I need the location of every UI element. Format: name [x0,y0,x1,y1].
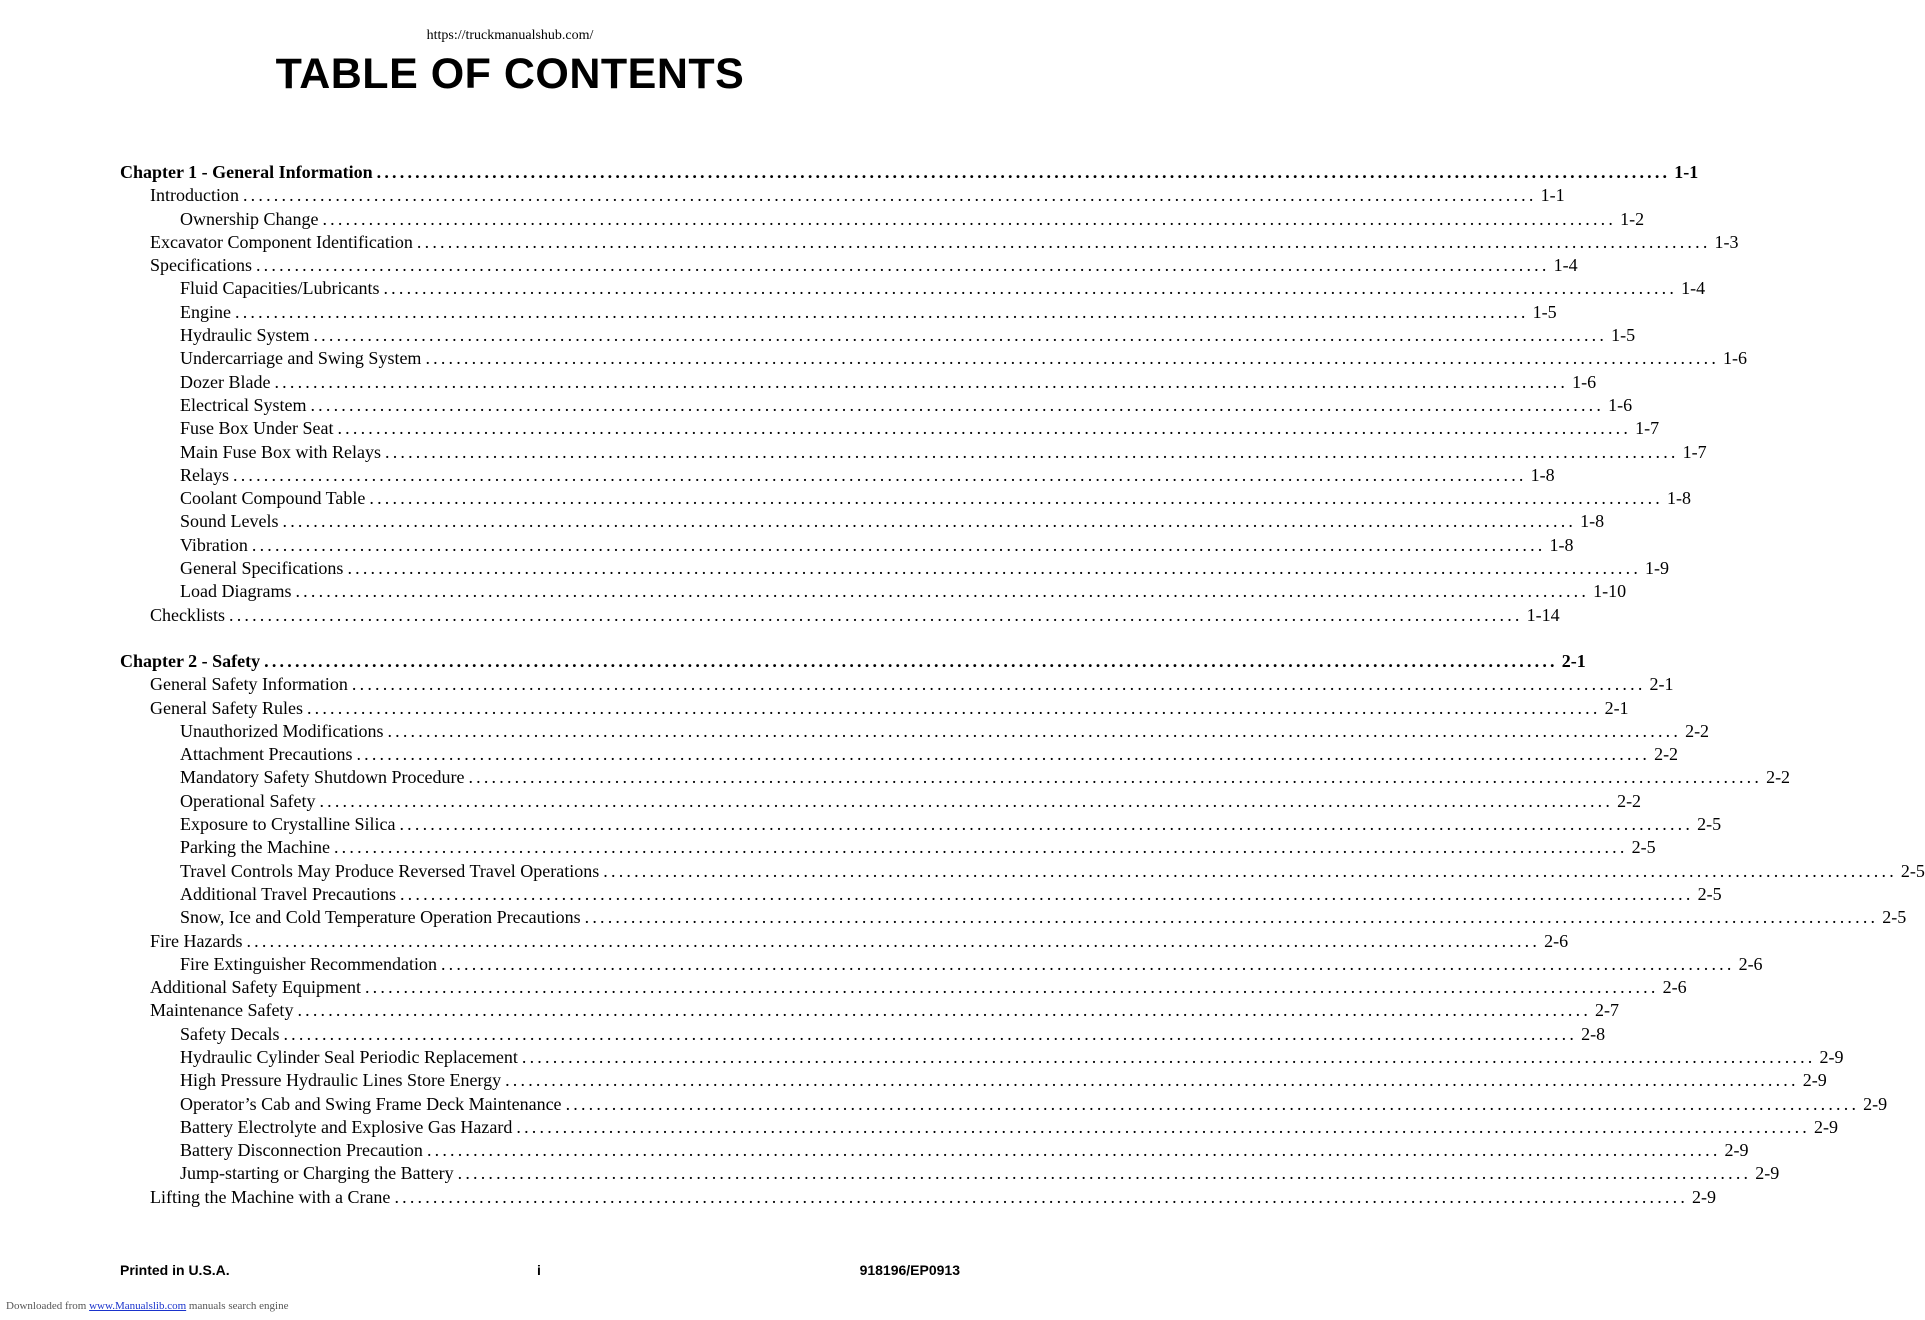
toc-dot-leader: ........................................................................................................................................................................ [505,1070,1799,1091]
toc-entry-page: 2-6 [1662,977,1687,998]
toc-entry-label: Battery Electrolyte and Explosive Gas Hazard [180,1116,513,1137]
toc-dot-leader: ........................................................................................................................................................................ [264,650,1558,671]
toc-dot-leader: ........................................................................................................................................................................ [255,255,1550,276]
toc-entry-label: Ownership Change [180,208,319,229]
toc-entry[interactable] [120,743,1679,766]
toc-entry[interactable] [120,534,1574,557]
toc-chapter-entry[interactable] [120,650,1586,673]
toc-dot-leader: ........................................................................................................................................................................ [364,977,1659,998]
toc-entry-label: Fuse Box Under Seat [180,418,334,439]
toc-entry[interactable] [120,1093,1888,1116]
toc-dot-leader: ........................................................................................................................................................................ [399,814,1694,835]
toc-entry-page: 1-5 [1611,325,1636,346]
toc-entry[interactable] [120,184,1565,207]
toc-entry-page: 2-1 [1561,650,1586,671]
toc-entry[interactable] [120,720,1710,743]
toc-entry-label: Attachment Precautions [180,744,353,765]
toc-entry-label: Operator’s Cab and Swing Frame Deck Maintenance [180,1093,562,1114]
toc-entry[interactable] [120,766,1791,789]
toc-entry[interactable] [120,347,1748,370]
toc-entry-page: 2-9 [1724,1140,1749,1161]
toc-dot-leader: ........................................................................................................................................................................ [274,371,1569,392]
toc-entry-page: 1-4 [1553,255,1578,276]
toc-entry-label: Chapter 2 - Safety [120,650,261,671]
toc-entry-label: Specifications [150,255,252,276]
download-suffix: manuals search engine [188,1300,289,1312]
toc-entry[interactable] [120,464,1555,487]
toc-dot-leader: ........................................................................................................................................................................ [283,1023,1578,1044]
toc-entry-label: Fire Hazards [150,930,243,951]
toc-entry-label: Vibration [180,534,248,555]
toc-entry-page: 2-1 [1604,697,1629,718]
toc-entry[interactable] [120,1162,1780,1185]
toc-entry-label: Battery Disconnection Precaution [180,1140,423,1161]
toc-entry[interactable] [120,953,1763,976]
toc-entry-page: 1-8 [1580,511,1605,532]
toc-entry[interactable] [120,836,1656,859]
toc-entry[interactable] [120,860,1925,883]
toc-entry[interactable] [120,557,1670,580]
toc-entry[interactable] [120,883,1722,906]
toc-dot-leader: ........................................................................................................................................................................ [229,604,1523,625]
toc-dot-leader: ........................................................................................................................................................................ [584,907,1879,928]
toc-entry[interactable] [120,1186,1717,1209]
toc-entry-label: Jump-starting or Charging the Battery [180,1163,454,1184]
toc-entry-label: Fire Extinguisher Recommendation [180,953,437,974]
toc-entry-page: 2-9 [1802,1070,1827,1091]
toc-dot-leader: ........................................................................................................................................................................ [322,208,1617,229]
toc-entry-page: 1-1 [1674,162,1699,182]
toc-entry-page: 2-9 [1755,1163,1780,1184]
toc-entry-page: 2-5 [1697,814,1722,835]
toc-entry-page: 2-7 [1595,1000,1620,1021]
toc-entry[interactable] [120,697,1629,720]
toc-entry[interactable] [120,487,1692,510]
toc-spacer [120,627,958,650]
toc-entry-page: 1-6 [1723,348,1748,369]
toc-dot-leader: ........................................................................................................................................................................ [468,767,1763,788]
toc-entry-page: 2-5 [1900,860,1925,881]
toc-entry-page: 1-7 [1635,418,1660,439]
toc-dot-leader: ........................................................................................................................................................................ [416,231,1711,252]
toc-dot-leader: ........................................................................................................................................................................ [297,1000,1592,1021]
toc-entry-page: 2-5 [1697,883,1722,904]
toc-dot-leader: ........................................................................................................................................................................ [337,418,1632,439]
toc-entry-label: Additional Travel Precautions [180,883,396,904]
toc-dot-leader: ........................................................................................................................................................................ [369,488,1664,509]
toc-entry[interactable] [120,604,1560,627]
toc-entry-label: Electrical System [180,394,307,415]
toc-entry[interactable] [120,580,1627,603]
toc-dot-leader: ........................................................................................................................................................................ [333,837,1628,858]
toc-dot-leader: ........................................................................................................................................................................ [521,1046,1816,1067]
toc-dot-leader: ........................................................................................................................................................................ [394,1186,1689,1207]
toc-dot-leader: ........................................................................................................................................................................ [516,1116,1810,1137]
toc-dot-leader: ........................................................................................................................................................................ [356,744,1651,765]
toc-entry-page: 2-2 [1766,767,1791,788]
toc-entry-label: Sound Levels [180,511,279,532]
toc-dot-leader: ........................................................................................................................................................................ [233,464,1527,485]
toc-entry-page: 1-2 [1620,208,1645,229]
toc-entry[interactable] [120,394,1633,417]
toc-entry[interactable] [120,999,1620,1022]
toc-entry-label: Undercarriage and Swing System [180,348,422,369]
toc-entry-page: 2-2 [1654,744,1679,765]
toc-entry-page: 2-5 [1631,837,1656,858]
toc-entry[interactable] [120,510,1605,533]
toc-entry-label: Hydraulic Cylinder Seal Periodic Replacement [180,1046,518,1067]
toc-entry-label: General Safety Information [150,674,348,695]
toc-entry[interactable] [120,930,1569,953]
footer-print-location: Printed in U.S.A. [120,1262,230,1278]
toc-entry-page: 1-6 [1608,394,1633,415]
toc-entry[interactable] [120,976,1687,999]
toc-dot-leader: ........................................................................................................................................................................ [425,348,1720,369]
toc-entry-page: 2-9 [1692,1186,1717,1207]
toc-entry-page: 1-8 [1530,464,1555,485]
toc-entry[interactable] [120,1116,1838,1139]
toc-entry-page: 1-9 [1645,558,1670,579]
toc-entry-label: Mandatory Safety Shutdown Procedure [180,767,465,788]
toc-entry-label: Checklists [150,604,225,625]
source-url[interactable]: https://truckmanualshub.com/ [426,28,594,43]
toc-entry-label: Relays [180,464,229,485]
toc-entry[interactable] [120,906,1907,929]
toc-entry-page: 2-6 [1544,930,1569,951]
toc-entry-label: Dozer Blade [180,371,271,392]
toc-entry-label: Main Fuse Box with Relays [180,441,381,462]
toc-entry-label: High Pressure Hydraulic Lines Store Energy [180,1070,502,1091]
toc-dot-leader: ........................................................................................................................................................................ [385,441,1679,462]
toc-entry[interactable] [120,1046,1844,1069]
toc-entry[interactable] [120,813,1722,836]
toc-entry-label: Maintenance Safety [150,1000,294,1021]
toc-entry[interactable] [120,371,1597,394]
toc-entry-label: Operational Safety [180,790,316,811]
toc-entry-label: Hydraulic System [180,325,310,346]
toc-entry-page: 1-6 [1572,371,1597,392]
toc-entry-label: General Safety Rules [150,697,303,718]
manualslib-link[interactable]: www.Manualslib.com [89,1300,187,1312]
toc-entry-label: General Specifications [180,558,344,579]
toc-entry[interactable] [120,324,1636,347]
page-footer [120,1262,960,1282]
page-title: TABLE OF CONTENTS [275,50,745,98]
toc-dot-leader: ........................................................................................................................................................................ [376,162,1671,182]
toc-entry-label: Introduction [150,185,239,206]
toc-entry-label: Exposure to Crystalline Silica [180,814,396,835]
toc-entry-label: Additional Safety Equipment [150,977,361,998]
toc-entry-page: 2-9 [1863,1093,1888,1114]
toc-entry[interactable] [120,441,1707,464]
toc-entry[interactable] [120,1023,1606,1046]
toc-dot-leader: ........................................................................................................................................................................ [457,1163,1752,1184]
toc-entry-page: 2-9 [1819,1046,1844,1067]
toc-entry[interactable] [120,673,1674,696]
toc-dot-leader: ........................................................................................................................................................................ [351,674,1646,695]
toc-entry-page: 1-3 [1714,231,1739,252]
toc-entry[interactable] [120,277,1706,300]
toc-entry-label: Snow, Ice and Cold Temperature Operation Precautions [180,907,581,928]
toc-entry[interactable] [120,790,1642,813]
download-prefix: Downloaded from [6,1300,87,1312]
toc-dot-leader: ........................................................................................................................................................................ [383,278,1678,299]
toc-dot-leader: ........................................................................................................................................................................ [319,790,1614,811]
toc-dot-leader: ........................................................................................................................................................................ [565,1093,1860,1114]
toc-dot-leader: ........................................................................................................................................................................ [426,1140,1721,1161]
toc-entry-page: 2-1 [1649,674,1674,695]
toc-entry[interactable] [120,417,1660,440]
toc-entry-page: 1-8 [1549,534,1574,555]
toc-entry-label: Load Diagrams [180,581,292,602]
toc-dot-leader: ........................................................................................................................................................................ [235,301,1529,322]
footer-document-number: 918196/EP0913 [859,1262,960,1278]
toc-entry-page: 1-7 [1682,441,1707,462]
toc-entry-label: Chapter 1 - General Information [120,162,373,182]
toc-entry-label: Travel Controls May Produce Reversed Travel Operations [180,860,600,881]
toc-entry-page: 2-2 [1617,790,1642,811]
toc-dot-leader: ........................................................................................................................................................................ [603,860,1897,881]
toc-entry-label: Engine [180,301,231,322]
toc-dot-leader: ........................................................................................................................................................................ [347,558,1642,579]
toc-dot-leader: ........................................................................................................................................................................ [387,720,1682,741]
toc-dot-leader: ........................................................................................................................................................................ [313,325,1608,346]
toc-entry[interactable] [120,231,1739,254]
toc-dot-leader: ........................................................................................................................................................................ [310,394,1605,415]
toc-dot-leader: ........................................................................................................................................................................ [295,581,1590,602]
toc-entry-page: 1-5 [1532,301,1557,322]
toc-entry-label: Fluid Capacities/Lubricants [180,278,380,299]
toc-entry-page: 1-4 [1681,278,1706,299]
toc-entry-label: Lifting the Machine with a Crane [150,1186,391,1207]
toc-dot-leader: ........................................................................................................................................................................ [399,883,1694,904]
toc-entry-label: Coolant Compound Table [180,488,366,509]
toc-dot-leader: ........................................................................................................................................................................ [251,534,1546,555]
toc-entry[interactable] [120,301,1557,324]
footer-page-number: i [537,1262,541,1278]
toc-entry-page: 2-5 [1882,907,1907,928]
toc-entry-page: 1-10 [1593,581,1627,602]
download-notice [6,1300,288,1312]
toc-dot-leader: ........................................................................................................................................................................ [246,930,1541,951]
toc-entry-page: 2-8 [1581,1023,1606,1044]
toc-entry[interactable] [120,254,1578,277]
toc-dot-leader: ........................................................................................................................................................................ [282,511,1577,532]
toc-entry-label: Safety Decals [180,1023,280,1044]
toc-entry-label: Parking the Machine [180,837,330,858]
toc-entry-page: 1-8 [1667,488,1692,509]
toc-entry-page: 1-14 [1526,604,1560,625]
toc-entry-page: 1-1 [1540,185,1565,206]
toc-entry-page: 2-9 [1814,1116,1838,1137]
toc-entry-label: Excavator Component Identification [150,231,413,252]
toc-entry-page: 2-2 [1685,720,1710,741]
toc-entry-label: Unauthorized Modifications [180,720,384,741]
table-of-contents [120,161,1925,1209]
toc-dot-leader: ........................................................................................................................................................................ [440,953,1735,974]
toc-chapter-entry[interactable] [120,161,1699,184]
toc-dot-leader: ........................................................................................................................................................................ [306,697,1601,718]
toc-entry[interactable] [120,1069,1827,1092]
toc-entry-page: 2-6 [1738,953,1763,974]
toc-entry[interactable] [120,1139,1749,1162]
toc-dot-leader: ........................................................................................................................................................................ [242,185,1537,206]
toc-entry[interactable] [120,208,1645,231]
